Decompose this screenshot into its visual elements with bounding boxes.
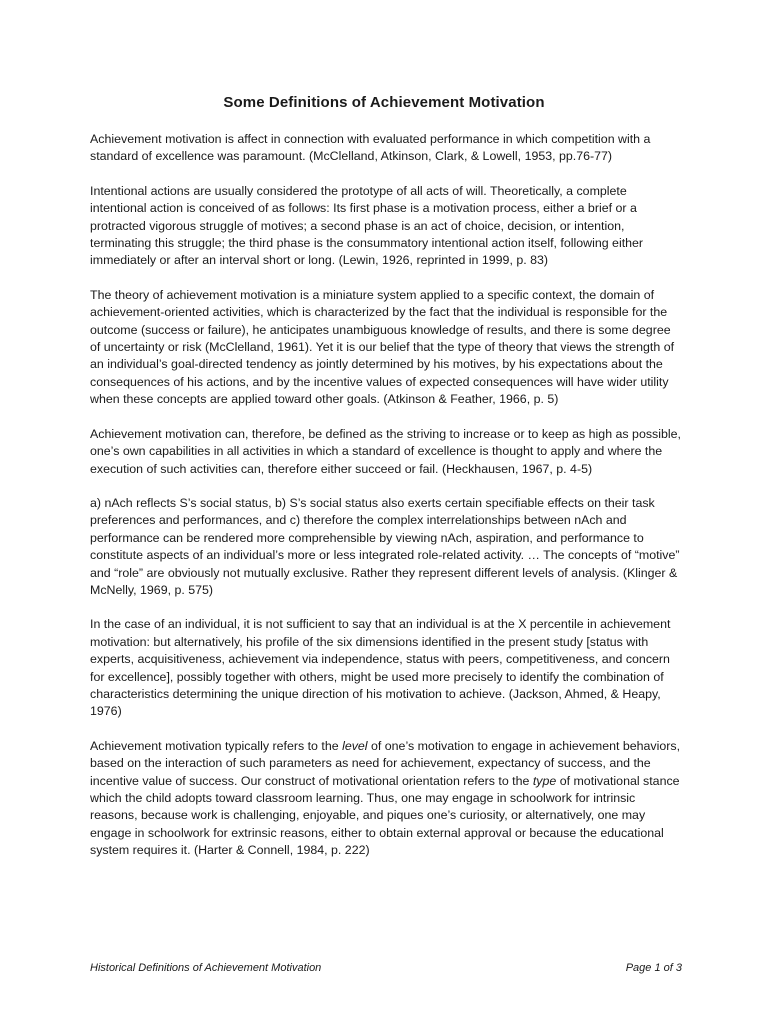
paragraph-text: a) nAch reflects S’s social status, b) S’s social status also exerts certain specifiable effects on their task preferences and performances, and c) therefore the complex interrelationships between nAch and performance can be rendered more comprehensible by viewing nAch, aspiration, and performance to constitute aspects of an individual’s more or less integrated role-related activity. … The concepts of “motive” and “role” are obviously not mutually exclusive. Rather they represent different levels of analysis. (Klinger & McNelly, 1969, p. 575) [90,495,680,597]
paragraph-text: of one’s motivation to engage in achievement behaviors, based on the interaction of such parameters as need for achievement, expectancy of success, and the incentive value of success. Our construct of motivational orientation refers to the [90,738,681,788]
definition-paragraph [90,183,682,270]
paragraph-text: The theory of achievement motivation is a miniature system applied to a specific context, the domain of achievement-oriented activities, which is characterized by the fact that the individual is responsible for the outcome (success or failure), he anticipates unambiguous knowledge of results, and there is some degree of uncertainty or risk (McClelland, 1961). Yet it is our belief that the type of theory that views the strength of an individual’s goal-directed tendency as jointly determined by his motives, by his expectations about the consequences of his actions, and by the incentive values of expected consequences will have wider utility when these concepts are applied toward other goals. (Atkinson & Feather, 1966, p. 5) [90,287,675,407]
definition-paragraph [90,495,682,599]
definition-paragraph [90,287,682,409]
paragraph-text: Intentional actions are usually considered the prototype of all acts of will. Theoretically, a complete intentional action is conceived of as follows: Its first phase is a motivation process, either a brief or a protracted vigorous struggle of motives; a second phase is an act of choice, decision, or intention, terminating this struggle; the third phase is the consummatory intentional action itself, following either immediately or after an interval short or long. (Lewin, 1926, reprinted in 1999, p. 83) [90,183,644,268]
definition-paragraph [90,426,682,478]
paragraph-text: Achievement motivation can, therefore, be defined as the striving to increase or to keep as high as possible, one’s own capabilities in all activities in which a standard of excellence is thought to apply and where the execution of such activities can, therefore either succeed or fail. (Heckhausen, 1967, p. 4-5) [90,426,681,476]
paragraph-text: Achievement motivation typically refers to the [90,738,343,753]
definition-paragraph [90,738,682,860]
definition-paragraph [90,616,682,720]
emphasized-text: level [342,738,368,753]
paragraph-text: Achievement motivation is affect in connection with evaluated performance in which competition with a standard of excellence was paramount. (McClelland, Atkinson, Clark, & Lowell, 1953, pp.76-77) [90,132,651,164]
paragraph-text: of motivational stance which the child adopts toward classroom learning. Thus, one may engage in schoolwork for intrinsic reasons, because work is challenging, enjoyable, and piques one’s curiosity, or alternatively, one may engage in schoolwork for extrinsic reasons, either to obtain external approval or because the educational system requires it. (Harter & Connell, 1984, p. 222) [90,773,680,858]
footer-page-number: Page 1 of 3 [625,962,682,974]
document-body [90,131,682,877]
emphasized-text: type [532,773,557,788]
paragraph-text: In the case of an individual, it is not sufficient to say that an individual is at the X percentile in achievement motivation: but alternatively, his profile of the six dimensions identified in the present study [status with experts, acquisitiveness, achievement via independence, status with peers, competitiveness, and concern for excellence], possibly together with others, might be used more precisely to identify the combination of characteristics determining the unique direction of his motivation to achieve. (Jackson, Ahmed, & Heapy, 1976) [90,617,671,719]
definition-paragraph [90,131,682,166]
footer-document-name: Historical Definitions of Achievement Motivation [90,962,322,974]
document-title: Some Definitions of Achievement Motivation [223,94,545,111]
